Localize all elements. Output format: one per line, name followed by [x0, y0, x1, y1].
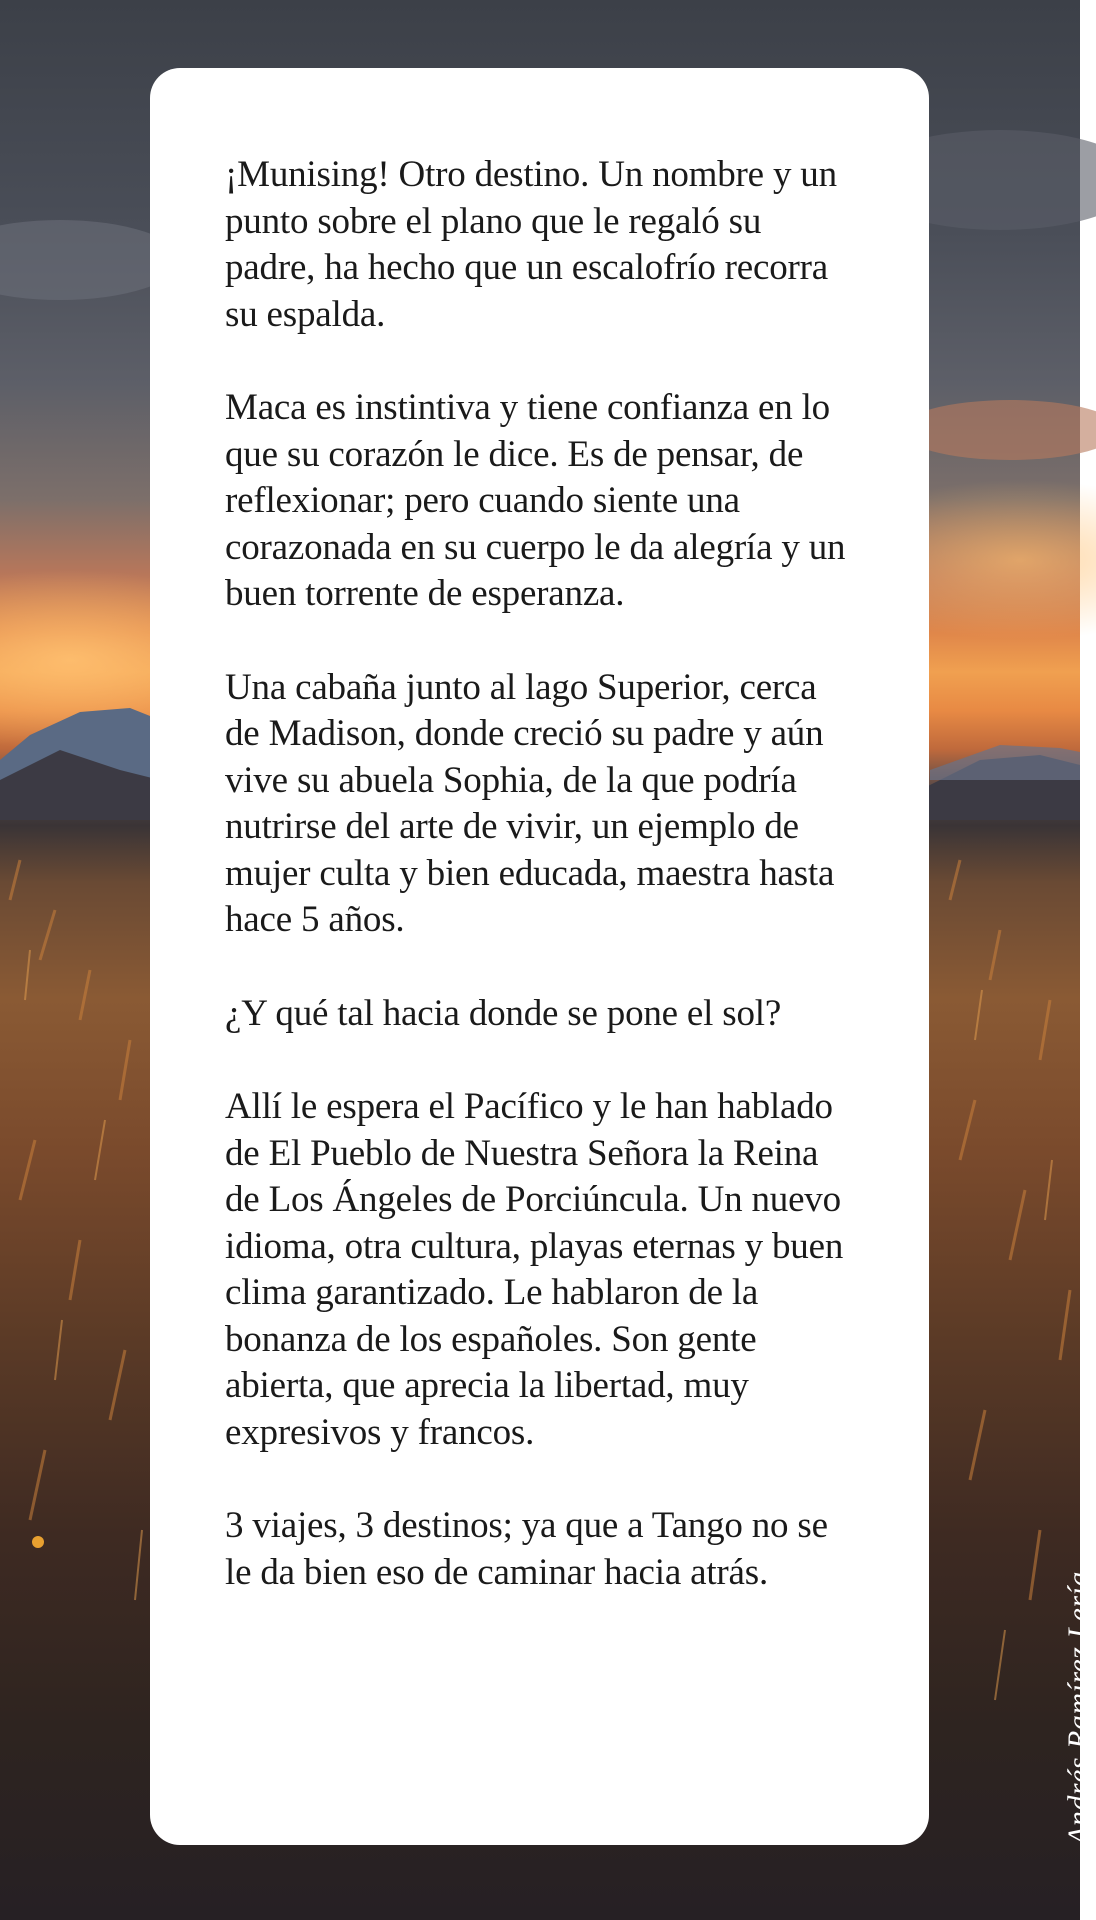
story-text: [225, 152, 859, 1596]
story-paragraph: ¡Munising! Otro destino. Un nombre y un punto sobre el plano que le regaló su padre, ha hecho que un escalofrío recorra su espalda.: [225, 154, 837, 335]
story-card: [150, 68, 929, 1845]
author-signature: Andrés Ramírez Lería: [1062, 1571, 1095, 1845]
story-paragraph: Maca es instintiva y tiene confianza en lo que su corazón le dice. Es de pensar, de reflexionar; pero cuando siente una corazonada en su cuerpo le da alegría y un buen torrente de esperanza.: [225, 387, 846, 614]
story-paragraph: Una cabaña junto al lago Superior, cerca de Madison, donde creció su padre y aún vive su abuela Sophia, de la que podría nutrirse del arte de vivir, un ejemplo de mujer culta y bien educada, maestra hasta hace 5 años.: [225, 666, 835, 940]
story-paragraph: 3 viajes, 3 destinos; ya que a Tango no se le da bien eso de caminar hacia atrás.: [225, 1505, 828, 1593]
story-paragraph: Allí le espera el Pacífico y le han hablado de El Pueblo de Nuestra Señora la Reina de Los Ángeles de Porciúncula. Un nuevo idioma, otra cultura, playas eternas y buen clima garantizado. Le hablaron de la bonanza de los españoles. Son gente abierta, que aprecia la libertad, muy expresivos y francos.: [225, 1086, 844, 1453]
story-paragraph: ¿Y qué tal hacia donde se pone el sol?: [225, 992, 782, 1034]
